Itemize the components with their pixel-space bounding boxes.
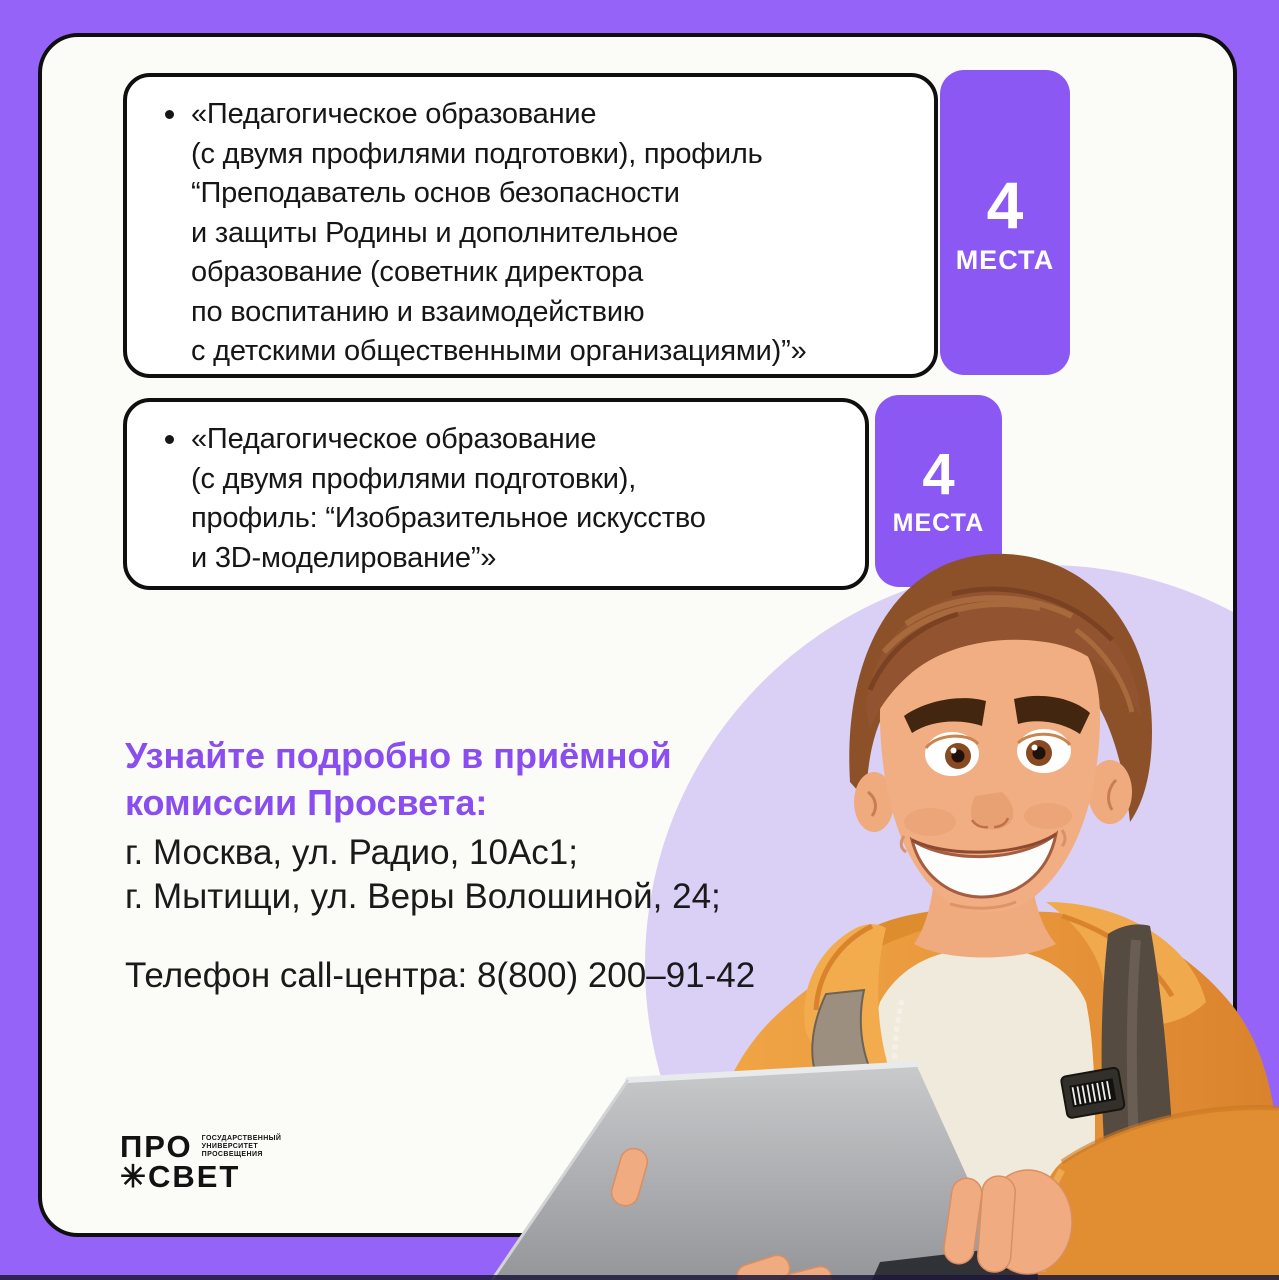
- program-line: (с двумя профилями подготовки),: [191, 462, 637, 495]
- phone-line: Телефон call-центра: 8(800) 200–91-42: [125, 956, 756, 995]
- contact-heading-line: комиссии Просвета:: [125, 782, 488, 823]
- program-text-1: [191, 95, 920, 372]
- program-card-1: [123, 73, 938, 378]
- logo-subline: ГОСУДАРСТВЕННЫЙ: [201, 1135, 282, 1142]
- contact-heading-line: Узнайте подробно в приёмной: [125, 735, 672, 776]
- cheek: [1024, 803, 1072, 829]
- logo-row-bottom: [120, 1159, 281, 1194]
- hand-right: [942, 1170, 1072, 1274]
- program-line: “Преподаватель основ безопасности: [191, 177, 680, 209]
- barcode-patch: [1061, 1067, 1125, 1118]
- bottom-strip: [0, 1275, 1279, 1280]
- program-line: профиль: “Изобразительное искусство: [191, 502, 706, 534]
- logo-row-top: [120, 1129, 282, 1164]
- seats-count: 4: [922, 442, 955, 507]
- program-line: образование (советник директора: [191, 256, 644, 288]
- logo-subline: ПРОСВЕЩЕНИЯ: [201, 1151, 263, 1158]
- program-line: «Педагогическое образование: [191, 98, 597, 130]
- student-illustration: [480, 520, 1279, 1280]
- logo-word-top: ПРО: [120, 1129, 193, 1164]
- eye-right: [1017, 729, 1071, 773]
- seats-label: МЕСТА: [955, 244, 1055, 275]
- bullet-dot: [165, 110, 174, 119]
- bullet-dot: [165, 435, 174, 444]
- logo-subtext: [202, 1135, 282, 1159]
- address-line: г. Москва, ул. Радио, 10Ас1;: [125, 833, 578, 872]
- logo-subline: УНИВЕРСИТЕТ: [201, 1143, 259, 1150]
- prosvet-logo: [120, 1129, 282, 1194]
- program-line: и защиты Родины и дополнительное: [191, 216, 679, 249]
- cheek: [904, 808, 956, 836]
- head: [849, 554, 1152, 912]
- star-icon: ✳: [120, 1159, 148, 1194]
- program-line: по воспитанию и взаимодействию: [191, 295, 645, 328]
- program-line: (с двумя профилями подготовки), профиль: [191, 137, 763, 170]
- logo-word-bottom: СВЕТ: [147, 1159, 241, 1194]
- eye-left: [925, 732, 979, 776]
- address-line: г. Мытищи, ул. Веры Волошиной, 24;: [125, 877, 721, 916]
- seats-count: 4: [986, 167, 1024, 242]
- program-line: «Педагогическое образование: [191, 423, 597, 455]
- seats-badge-1: [940, 70, 1070, 375]
- program-line: и 3D-моделирование”»: [191, 541, 497, 574]
- program-line: с детскими общественными организациями)”»: [191, 335, 807, 367]
- seats-label: МЕСТА: [892, 509, 985, 537]
